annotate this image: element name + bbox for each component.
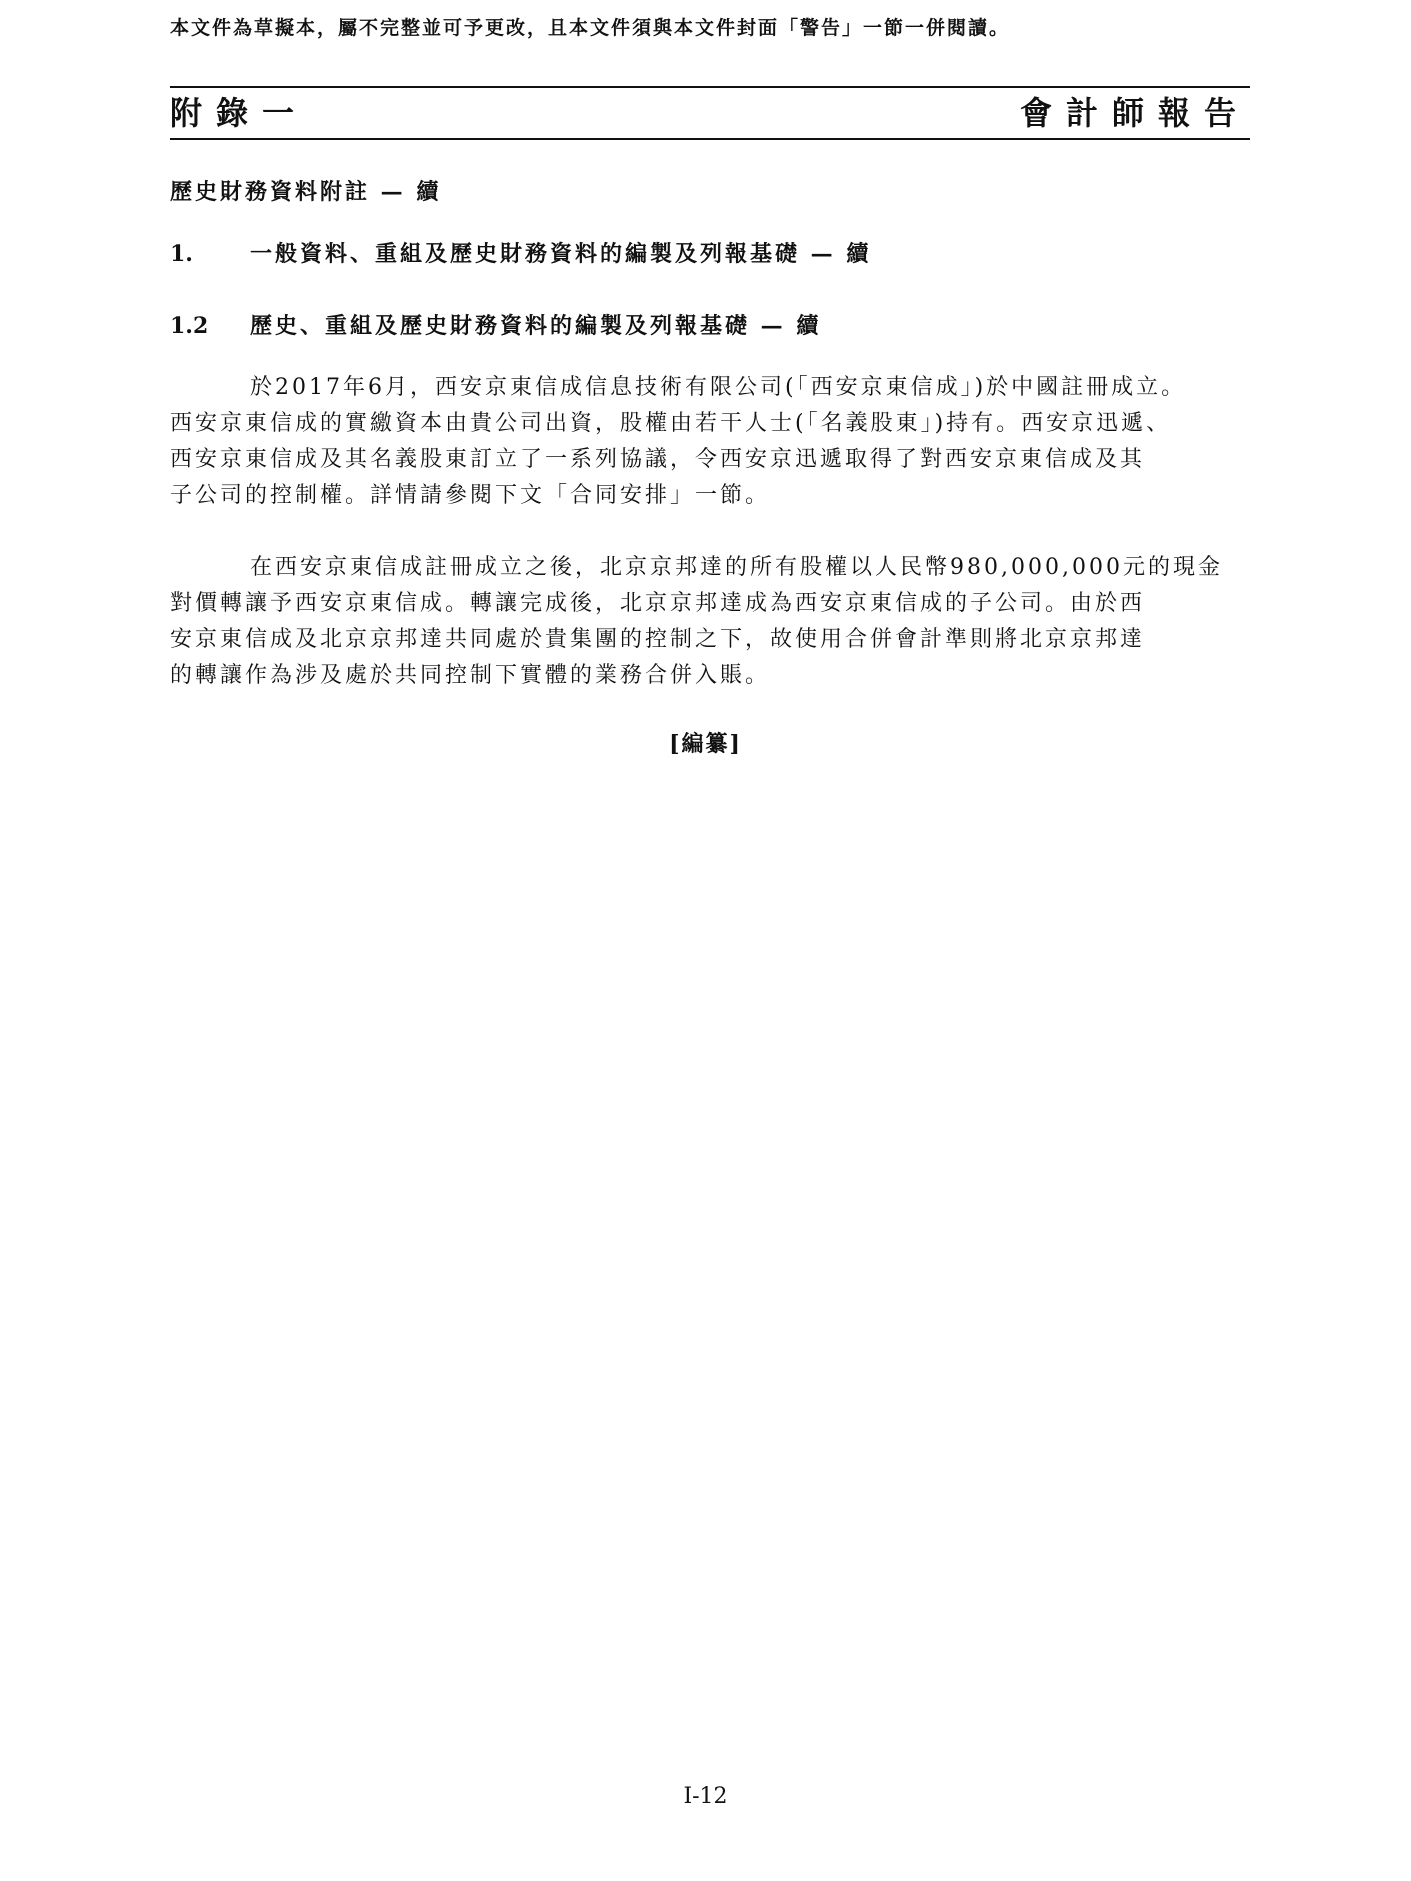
paragraph-2 (170, 550, 1250, 694)
paragraph-line: 西安京東信成的實繳資本由貴公司出資，股權由若干人士(「名義股東」)持有。西安京迅遞、 (170, 411, 1172, 436)
draft-notice: 本文件為草擬本，屬不完整並可予更改，且本文件須與本文件封面「警告」一節一併閱讀。 (170, 17, 1011, 39)
paragraph-line: 西安京東信成及其名義股東訂立了一系列協議，令西安京迅遞取得了對西安京東信成及其 (170, 447, 1146, 472)
appendix-label: 附錄一 (170, 94, 309, 132)
heading-text: 歷史、重組及歷史財務資料的編製及列報基礎 — 續 (250, 313, 822, 339)
paragraph-line: 在西安京東信成註冊成立之後，北京京邦達的所有股權以人民幣980,000,000元的現金 (250, 555, 1223, 580)
heading-number: 1.2 (170, 313, 209, 339)
header-rule-bottom (170, 138, 1250, 140)
heading-number: 1. (170, 241, 193, 267)
page-number: I-12 (683, 1784, 728, 1809)
paragraph-1 (170, 370, 1250, 514)
header-rule-top (170, 86, 1250, 88)
paragraph-line: 安京東信成及北京京邦達共同處於貴集團的控制之下，故使用合併會計準則將北京京邦達 (170, 627, 1146, 652)
section-title: 歷史財務資料附註 — 續 (170, 179, 442, 205)
paragraph-line: 於2017年6月，西安京東信成信息技術有限公司(「西安京東信成」)於中國註冊成立。 (250, 375, 1187, 400)
paragraph-line: 的轉讓作為涉及處於共同控制下實體的業務合併入賬。 (170, 663, 771, 688)
redacted-marker: [編纂] (669, 731, 742, 757)
heading-text: 一般資料、重組及歷史財務資料的編製及列報基礎 — 續 (250, 241, 872, 267)
report-title: 會計師報告 (1019, 94, 1250, 132)
paragraph-line: 子公司的控制權。詳情請參閱下文「合同安排」一節。 (170, 483, 771, 508)
paragraph-line: 對價轉讓予西安京東信成。轉讓完成後，北京京邦達成為西安京東信成的子公司。由於西 (170, 591, 1146, 616)
